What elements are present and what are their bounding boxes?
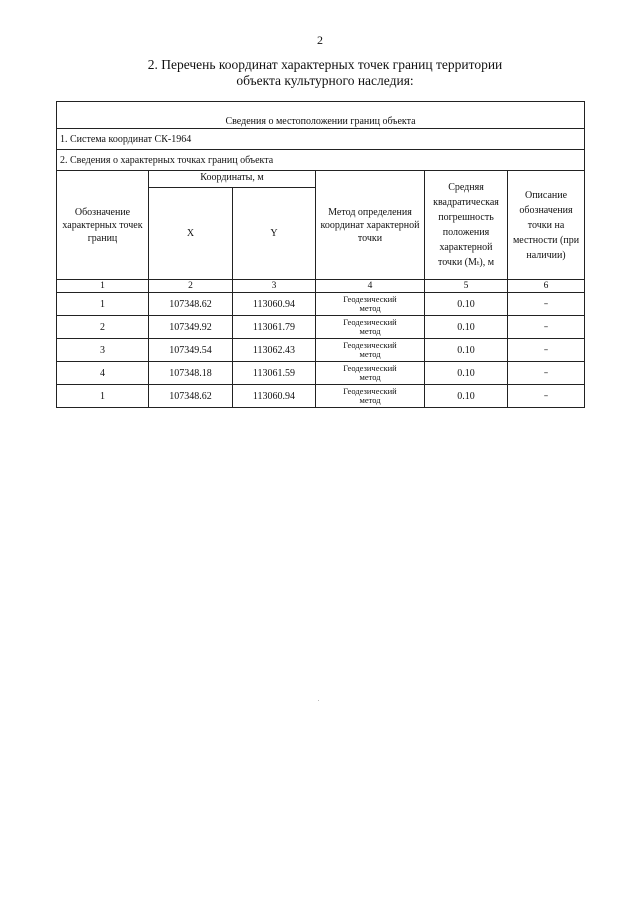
document-title — [120, 57, 530, 89]
header-designation: Обозначение характерных точек границ — [57, 171, 149, 280]
method-cell — [316, 362, 425, 385]
point-id-cell: 1 — [57, 385, 149, 408]
column-number: 3 — [233, 280, 316, 293]
header-description: Описание обозначения точки на местности (при наличии) — [508, 171, 585, 280]
x-cell: 107348.62 — [149, 385, 233, 408]
header-coordinates: Координаты, м — [149, 171, 316, 188]
y-cell: 113060.94 — [233, 293, 316, 316]
description-cell: – — [508, 293, 585, 316]
method-line-2: метод — [359, 326, 381, 336]
x-cell: 107349.92 — [149, 316, 233, 339]
error-cell: 0.10 — [425, 293, 508, 316]
description-cell: – — [508, 362, 585, 385]
document-title-line-2: объекта культурного наследия: — [236, 73, 414, 88]
header-method: Метод определения координат характерной точки — [316, 171, 425, 280]
method-cell — [316, 316, 425, 339]
y-cell: 113061.59 — [233, 362, 316, 385]
coordinates-table — [56, 101, 585, 408]
table-caption: Сведения о местоположении границ объекта — [57, 102, 585, 129]
table-row — [57, 385, 585, 408]
scan-speck — [318, 700, 319, 701]
x-cell: 107348.18 — [149, 362, 233, 385]
points-header-row — [57, 150, 585, 171]
table-caption-row — [57, 102, 585, 129]
point-id-cell: 4 — [57, 362, 149, 385]
header-error: Средняя квадратическая погрешность положения характерной точки (Mₜ), м — [425, 171, 508, 280]
x-cell: 107349.54 — [149, 339, 233, 362]
x-cell: 107348.62 — [149, 293, 233, 316]
y-cell: 113060.94 — [233, 385, 316, 408]
description-cell: – — [508, 316, 585, 339]
description-cell: – — [508, 339, 585, 362]
error-cell: 0.10 — [425, 316, 508, 339]
y-cell: 113061.79 — [233, 316, 316, 339]
header-row-top — [57, 171, 585, 188]
method-line-1: Геодезический — [343, 294, 397, 304]
table-row — [57, 362, 585, 385]
page-number: 2 — [317, 33, 323, 47]
coord-system-row — [57, 129, 585, 150]
method-line-1: Геодезический — [343, 340, 397, 350]
table-row — [57, 339, 585, 362]
point-id-cell: 3 — [57, 339, 149, 362]
column-number: 1 — [57, 280, 149, 293]
point-id-cell: 1 — [57, 293, 149, 316]
method-line-1: Геодезический — [343, 363, 397, 373]
table-row — [57, 316, 585, 339]
column-number: 2 — [149, 280, 233, 293]
column-number: 6 — [508, 280, 585, 293]
method-line-2: метод — [359, 395, 381, 405]
method-cell — [316, 385, 425, 408]
method-line-1: Геодезический — [343, 386, 397, 396]
header-x: X — [149, 188, 233, 280]
method-line-2: метод — [359, 349, 381, 359]
method-cell — [316, 339, 425, 362]
header-y: Y — [233, 188, 316, 280]
method-line-2: метод — [359, 303, 381, 313]
column-number-row — [57, 280, 585, 293]
document-title-line-1: 2. Перечень координат характерных точек границ территории — [147, 57, 503, 72]
column-number: 5 — [425, 280, 508, 293]
description-cell: – — [508, 385, 585, 408]
error-cell: 0.10 — [425, 339, 508, 362]
error-cell: 0.10 — [425, 385, 508, 408]
point-id-cell: 2 — [57, 316, 149, 339]
method-cell — [316, 293, 425, 316]
y-cell: 113062.43 — [233, 339, 316, 362]
points-header-label: 2. Сведения о характерных точках границ объекта — [57, 150, 585, 171]
method-line-1: Геодезический — [343, 317, 397, 327]
coord-system-label: 1. Система координат СК-1964 — [57, 129, 585, 150]
table-row — [57, 293, 585, 316]
error-cell: 0.10 — [425, 362, 508, 385]
column-number: 4 — [316, 280, 425, 293]
method-line-2: метод — [359, 372, 381, 382]
